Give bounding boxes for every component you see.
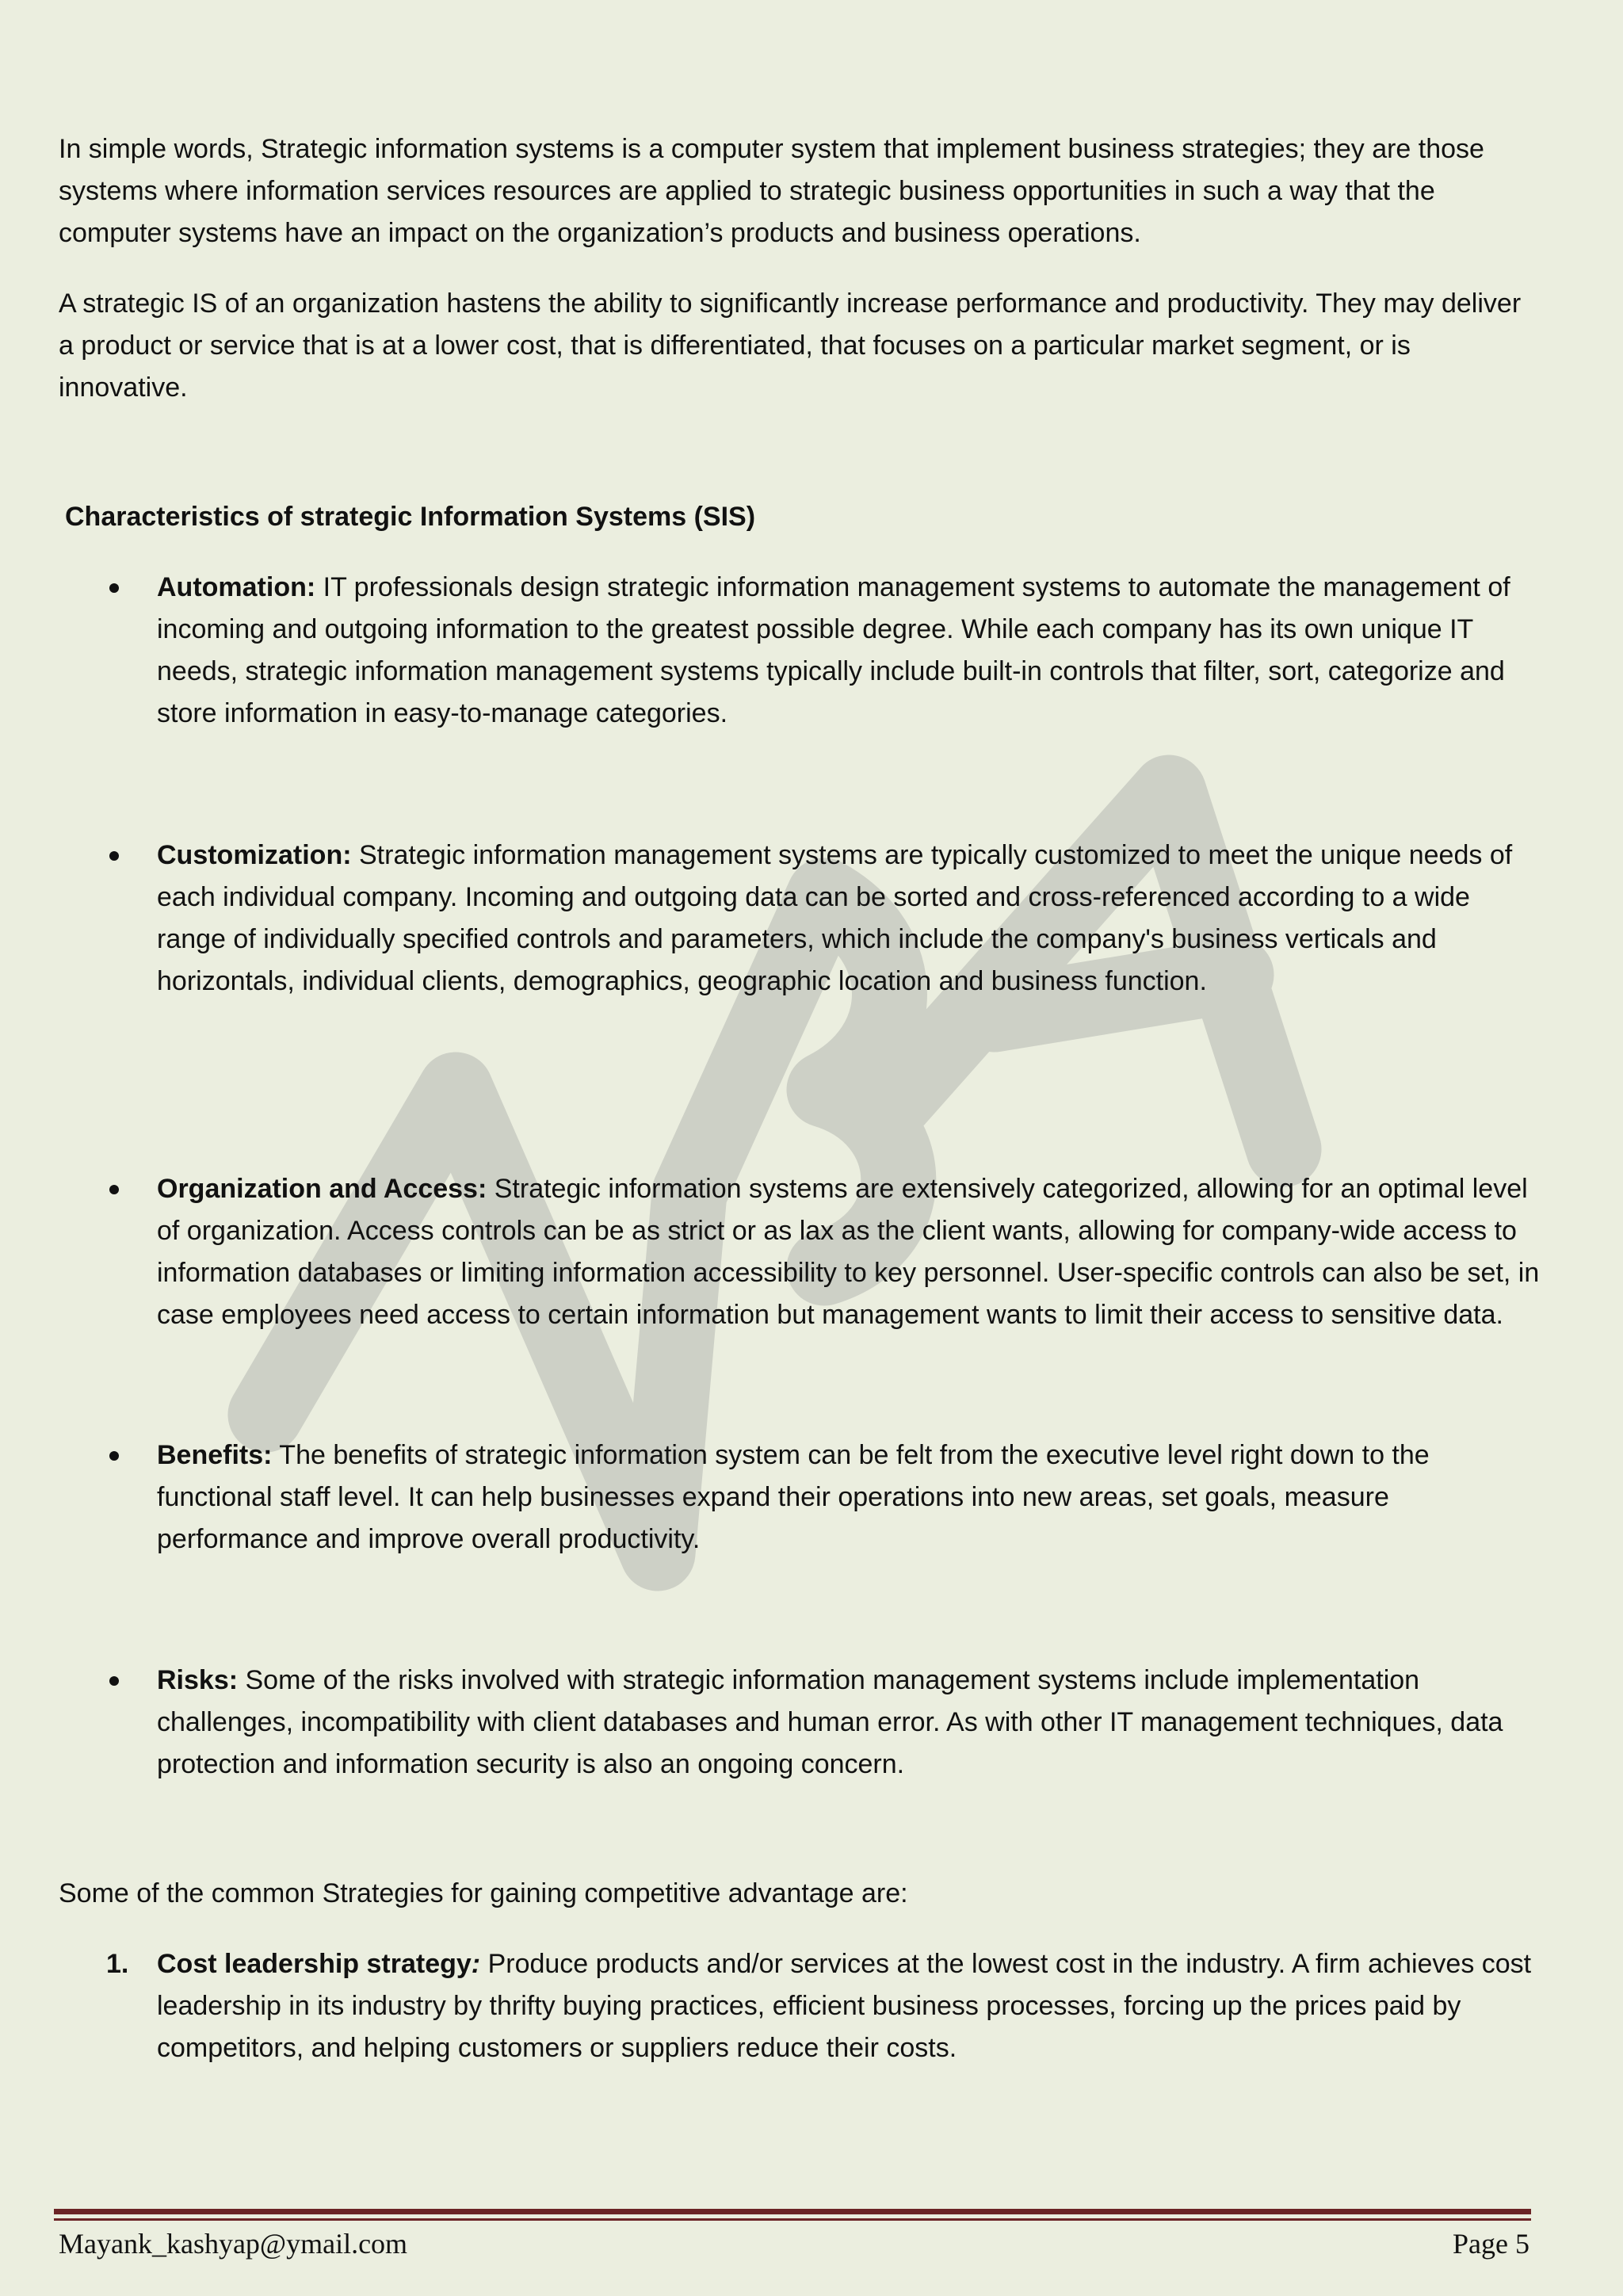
footer-divider-thin <box>54 2218 1531 2221</box>
list-item-text: The benefits of strategic information system can be felt from the executive level right down to the functional staff level. It can help businesses expand their operations into new areas, set goals, measure performance and improve overall productivity. <box>157 1440 1430 1554</box>
list-item-text: Strategic information systems are extensively categorized, allowing for an optimal level of organization. Access controls can be as strict or as lax as the client wants, allowing for company-wide access to information databases or limiting information accessibility to key personnel. User-specific controls can also be set, in case employees need access to certain information but management wants to limit their access to sensitive data. <box>157 1174 1540 1330</box>
list-item-text: Produce products and/or services at the lowest cost in the industry. A firm achieves cost leadership in its industry by thrifty buying practices, efficient business processes, forcing up the prices paid by competitors, and helping customers or suppliers reduce their costs. <box>157 1949 1532 2063</box>
list-item-benefits <box>59 1435 1541 1561</box>
characteristics-list <box>59 567 1541 1786</box>
list-item-text: Some of the risks involved with strategic information management systems include implementation challenges, incompatibility with client databases and human error. As with other IT management techniques, data protection and information security is also an ongoing concern. <box>157 1665 1503 1779</box>
list-item-text: Strategic information management systems are typically customized to meet the unique needs of each individual company. Incoming and outgoing data can be sorted and cross-referenced according to a wide range of individually specified controls and parameters, which include the company's business verticals and horizontals, individual clients, demographics, geographic location and business function. <box>157 840 1513 996</box>
strategies-list <box>59 1943 1541 2069</box>
page-number: Page 5 <box>1453 2228 1529 2260</box>
bullet-icon <box>109 583 119 593</box>
list-item-number: 1. <box>106 1949 129 1979</box>
list-item-text: IT professionals design strategic information management systems to automate the management of incoming and outgoing information to the greatest possible degree. While each company has its own unique IT needs, strategic information management systems typically include built-in controls that filter, sort, categorize and store information in easy-to-manage categories. <box>157 572 1510 728</box>
list-item-organization-access <box>59 1168 1541 1336</box>
list-item-risks <box>59 1660 1541 1786</box>
section-heading: Characteristics of strategic Information Systems (SIS) <box>65 502 756 532</box>
list-item-term: Risks: <box>157 1665 239 1695</box>
list-item-customization <box>59 835 1541 1003</box>
bullet-icon <box>109 851 119 861</box>
strategies-intro: Some of the common Strategies for gaining competitive advantage are: <box>59 1878 908 1908</box>
footer-email: Mayank_kashyap@ymail.com <box>59 2228 408 2260</box>
bullet-icon <box>109 1451 119 1461</box>
list-item-term: Organization and Access: <box>157 1174 487 1204</box>
list-item-term: Cost leadership strategy <box>157 1949 472 1979</box>
intro-paragraph-2: A strategic IS of an organization hastens the ability to significantly increase performance and productivity. They may deliver a product or service that is at a lower cost, that is differentiated, that focuses on a particular market segment, or is innovative. <box>59 288 1522 403</box>
bullet-icon <box>109 1185 119 1194</box>
list-item-colon: : <box>471 1949 481 1979</box>
list-item-cost-leadership <box>59 1943 1541 2069</box>
page-footer <box>59 2224 1529 2264</box>
list-item-automation <box>59 567 1541 735</box>
list-item-term: Customization: <box>157 840 352 870</box>
bullet-icon <box>109 1676 119 1686</box>
footer-divider <box>54 2209 1531 2214</box>
page-content <box>59 128 1541 2069</box>
intro-paragraph-1: In simple words, Strategic information systems is a computer system that implement business strategies; they are those systems where information services resources are applied to strategic business opportunities in such a way that the computer systems have an impact on the organization’s products and business operations. <box>59 134 1484 248</box>
list-item-term: Benefits: <box>157 1440 273 1470</box>
list-item-term: Automation: <box>157 572 316 602</box>
